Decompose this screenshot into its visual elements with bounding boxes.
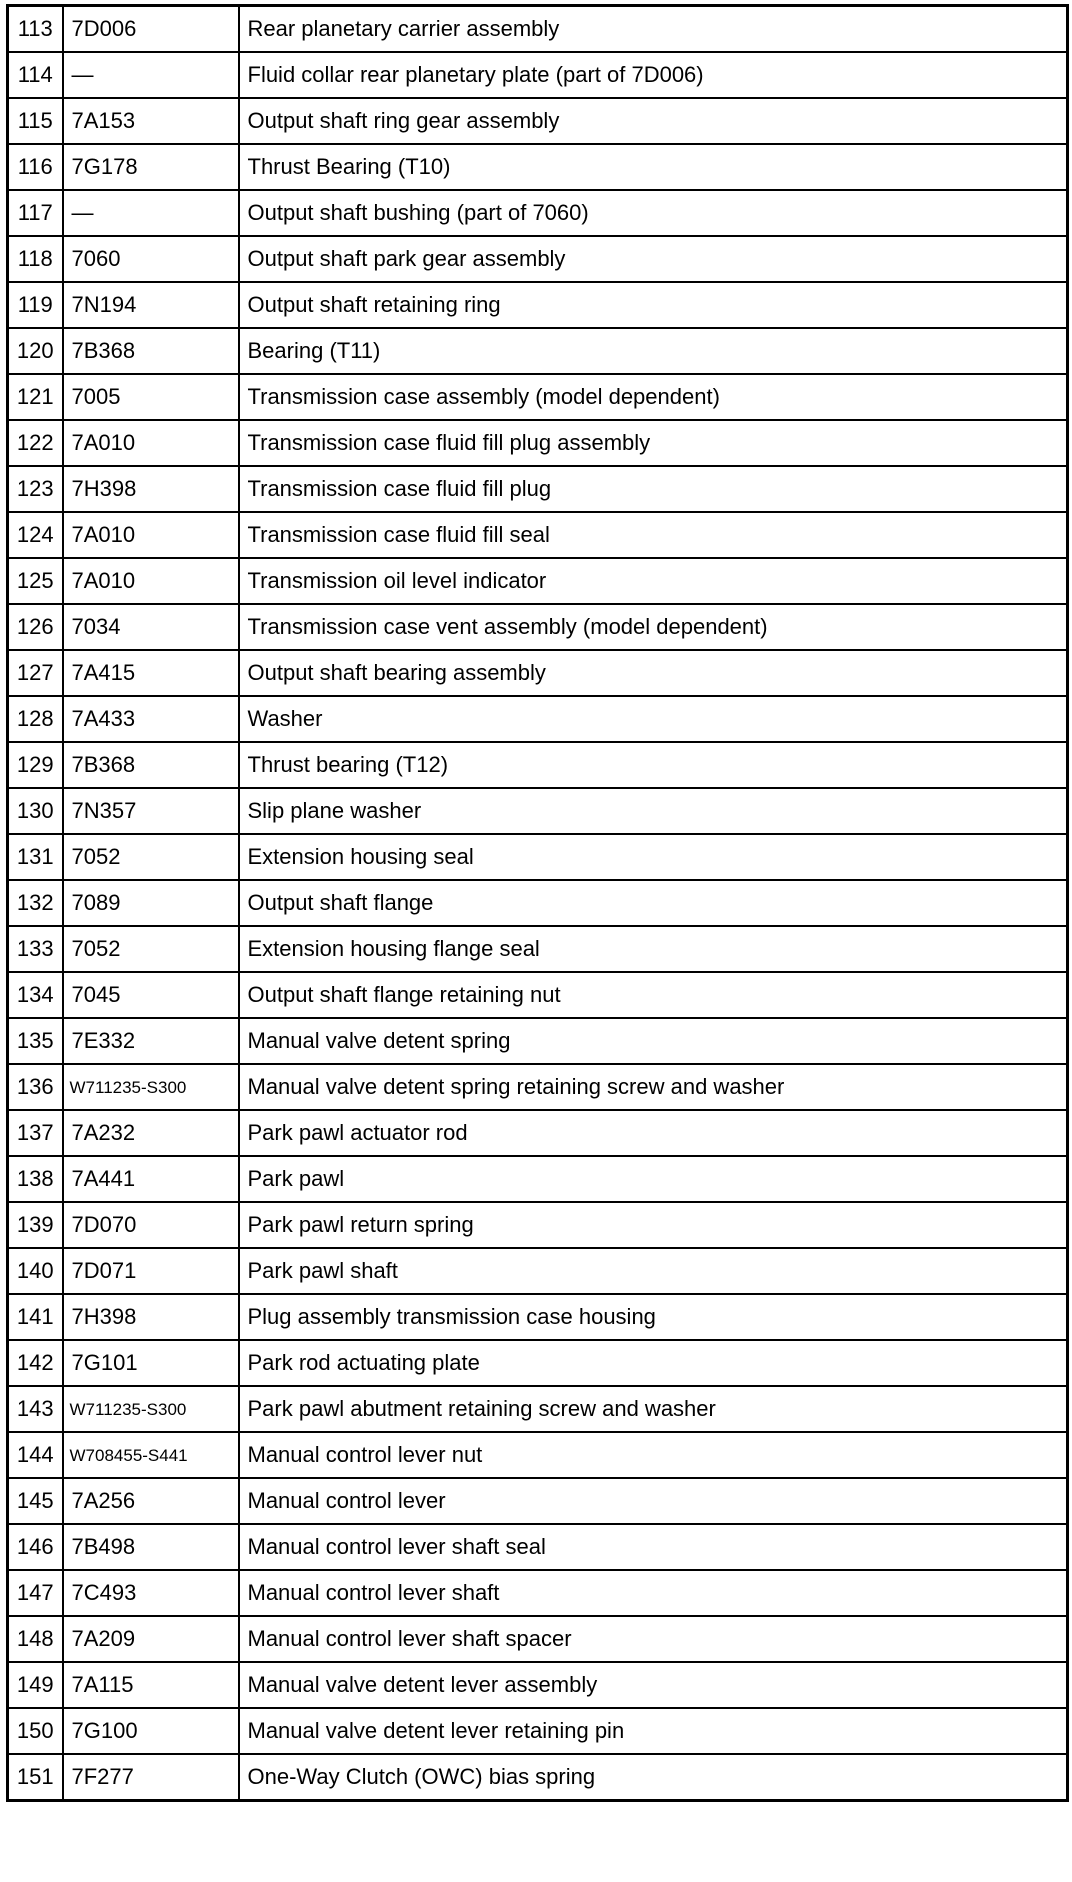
- part-code: 7G178: [63, 144, 239, 190]
- part-code: 7089: [63, 880, 239, 926]
- part-description: Output shaft retaining ring: [239, 282, 1068, 328]
- table-row: [8, 1524, 1068, 1570]
- part-description: Transmission case fluid fill plug assembly: [239, 420, 1068, 466]
- item-number: 148: [8, 1616, 63, 1662]
- table-row: [8, 650, 1068, 696]
- part-code: 7B368: [63, 742, 239, 788]
- part-code: 7B368: [63, 328, 239, 374]
- part-code: 7F277: [63, 1754, 239, 1801]
- item-number: 131: [8, 834, 63, 880]
- table-row: [8, 1294, 1068, 1340]
- item-number: 150: [8, 1708, 63, 1754]
- part-description: Transmission case assembly (model dependent): [239, 374, 1068, 420]
- table-row: [8, 1754, 1068, 1801]
- part-description: Manual valve detent lever retaining pin: [239, 1708, 1068, 1754]
- part-description: Washer: [239, 696, 1068, 742]
- part-code: 7A010: [63, 512, 239, 558]
- table-row: [8, 466, 1068, 512]
- part-description: Output shaft ring gear assembly: [239, 98, 1068, 144]
- item-number: 117: [8, 190, 63, 236]
- part-code: 7A209: [63, 1616, 239, 1662]
- item-number: 149: [8, 1662, 63, 1708]
- table-row: [8, 52, 1068, 98]
- part-code: —: [63, 190, 239, 236]
- part-code: 7A010: [63, 420, 239, 466]
- item-number: 142: [8, 1340, 63, 1386]
- item-number: 122: [8, 420, 63, 466]
- part-description: Park pawl abutment retaining screw and washer: [239, 1386, 1068, 1432]
- table-row: [8, 190, 1068, 236]
- part-description: Transmission case fluid fill plug: [239, 466, 1068, 512]
- item-number: 113: [8, 6, 63, 53]
- item-number: 138: [8, 1156, 63, 1202]
- item-number: 126: [8, 604, 63, 650]
- part-code: 7060: [63, 236, 239, 282]
- parts-table: [6, 4, 1069, 1802]
- part-code: 7H398: [63, 1294, 239, 1340]
- item-number: 139: [8, 1202, 63, 1248]
- part-description: Manual control lever nut: [239, 1432, 1068, 1478]
- item-number: 125: [8, 558, 63, 604]
- table-row: [8, 282, 1068, 328]
- part-code: 7034: [63, 604, 239, 650]
- item-number: 132: [8, 880, 63, 926]
- item-number: 114: [8, 52, 63, 98]
- part-code: 7A415: [63, 650, 239, 696]
- part-code: 7E332: [63, 1018, 239, 1064]
- part-description: Manual control lever shaft: [239, 1570, 1068, 1616]
- part-description: Manual control lever: [239, 1478, 1068, 1524]
- item-number: 123: [8, 466, 63, 512]
- item-number: 133: [8, 926, 63, 972]
- part-description: Manual valve detent lever assembly: [239, 1662, 1068, 1708]
- item-number: 140: [8, 1248, 63, 1294]
- part-description: Fluid collar rear planetary plate (part of 7D006): [239, 52, 1068, 98]
- table-row: [8, 558, 1068, 604]
- part-code: 7B498: [63, 1524, 239, 1570]
- part-code: 7N194: [63, 282, 239, 328]
- part-description: Output shaft park gear assembly: [239, 236, 1068, 282]
- table-row: [8, 1570, 1068, 1616]
- part-description: Extension housing flange seal: [239, 926, 1068, 972]
- part-description: Slip plane washer: [239, 788, 1068, 834]
- part-description: Extension housing seal: [239, 834, 1068, 880]
- item-number: 116: [8, 144, 63, 190]
- part-code: 7045: [63, 972, 239, 1018]
- item-number: 129: [8, 742, 63, 788]
- part-code: 7A256: [63, 1478, 239, 1524]
- item-number: 144: [8, 1432, 63, 1478]
- table-row: [8, 1018, 1068, 1064]
- table-row: [8, 1662, 1068, 1708]
- part-code: W711235-S300: [63, 1386, 239, 1432]
- part-description: Plug assembly transmission case housing: [239, 1294, 1068, 1340]
- table-row: [8, 972, 1068, 1018]
- part-description: Output shaft bushing (part of 7060): [239, 190, 1068, 236]
- part-code: 7052: [63, 834, 239, 880]
- item-number: 118: [8, 236, 63, 282]
- item-number: 146: [8, 1524, 63, 1570]
- part-description: Manual valve detent spring retaining screw and washer: [239, 1064, 1068, 1110]
- table-row: [8, 1340, 1068, 1386]
- part-description: Thrust bearing (T12): [239, 742, 1068, 788]
- table-row: [8, 6, 1068, 53]
- part-description: One-Way Clutch (OWC) bias spring: [239, 1754, 1068, 1801]
- item-number: 136: [8, 1064, 63, 1110]
- part-code: 7A232: [63, 1110, 239, 1156]
- table-row: [8, 144, 1068, 190]
- part-code: 7N357: [63, 788, 239, 834]
- part-description: Output shaft flange: [239, 880, 1068, 926]
- table-row: [8, 788, 1068, 834]
- table-row: [8, 1386, 1068, 1432]
- table-row: [8, 1202, 1068, 1248]
- part-code: 7A153: [63, 98, 239, 144]
- table-row: [8, 98, 1068, 144]
- item-number: 115: [8, 98, 63, 144]
- parts-table-body: [8, 6, 1068, 1801]
- item-number: 137: [8, 1110, 63, 1156]
- item-number: 130: [8, 788, 63, 834]
- table-row: [8, 512, 1068, 558]
- part-description: Manual control lever shaft spacer: [239, 1616, 1068, 1662]
- item-number: 120: [8, 328, 63, 374]
- table-row: [8, 604, 1068, 650]
- part-description: Output shaft flange retaining nut: [239, 972, 1068, 1018]
- part-description: Park pawl shaft: [239, 1248, 1068, 1294]
- item-number: 141: [8, 1294, 63, 1340]
- part-description: Park rod actuating plate: [239, 1340, 1068, 1386]
- part-code: 7G100: [63, 1708, 239, 1754]
- part-description: Rear planetary carrier assembly: [239, 6, 1068, 53]
- item-number: 134: [8, 972, 63, 1018]
- part-code: 7A441: [63, 1156, 239, 1202]
- part-description: Bearing (T11): [239, 328, 1068, 374]
- table-row: [8, 1616, 1068, 1662]
- part-code: 7H398: [63, 466, 239, 512]
- item-number: 145: [8, 1478, 63, 1524]
- table-row: [8, 1156, 1068, 1202]
- table-row: [8, 1708, 1068, 1754]
- part-code: 7D071: [63, 1248, 239, 1294]
- table-row: [8, 1248, 1068, 1294]
- part-code: 7A433: [63, 696, 239, 742]
- part-description: Transmission case fluid fill seal: [239, 512, 1068, 558]
- part-description: Transmission case vent assembly (model dependent): [239, 604, 1068, 650]
- table-row: [8, 696, 1068, 742]
- table-row: [8, 880, 1068, 926]
- table-row: [8, 420, 1068, 466]
- table-row: [8, 1110, 1068, 1156]
- part-code: 7052: [63, 926, 239, 972]
- part-description: Transmission oil level indicator: [239, 558, 1068, 604]
- part-description: Output shaft bearing assembly: [239, 650, 1068, 696]
- table-row: [8, 1432, 1068, 1478]
- part-code: —: [63, 52, 239, 98]
- item-number: 135: [8, 1018, 63, 1064]
- table-row: [8, 236, 1068, 282]
- part-code: 7C493: [63, 1570, 239, 1616]
- part-description: Park pawl return spring: [239, 1202, 1068, 1248]
- part-code: 7D070: [63, 1202, 239, 1248]
- part-description: Manual valve detent spring: [239, 1018, 1068, 1064]
- part-description: Park pawl actuator rod: [239, 1110, 1068, 1156]
- part-code: W711235-S300: [63, 1064, 239, 1110]
- part-code: 7005: [63, 374, 239, 420]
- table-row: [8, 1478, 1068, 1524]
- part-code: 7D006: [63, 6, 239, 53]
- table-row: [8, 834, 1068, 880]
- table-row: [8, 374, 1068, 420]
- part-code: 7G101: [63, 1340, 239, 1386]
- part-code: 7A010: [63, 558, 239, 604]
- part-code: 7A115: [63, 1662, 239, 1708]
- item-number: 121: [8, 374, 63, 420]
- table-row: [8, 926, 1068, 972]
- part-description: Park pawl: [239, 1156, 1068, 1202]
- item-number: 119: [8, 282, 63, 328]
- item-number: 128: [8, 696, 63, 742]
- part-code: W708455-S441: [63, 1432, 239, 1478]
- item-number: 143: [8, 1386, 63, 1432]
- part-description: Manual control lever shaft seal: [239, 1524, 1068, 1570]
- item-number: 147: [8, 1570, 63, 1616]
- table-row: [8, 742, 1068, 788]
- table-row: [8, 1064, 1068, 1110]
- part-description: Thrust Bearing (T10): [239, 144, 1068, 190]
- item-number: 151: [8, 1754, 63, 1801]
- item-number: 127: [8, 650, 63, 696]
- item-number: 124: [8, 512, 63, 558]
- table-row: [8, 328, 1068, 374]
